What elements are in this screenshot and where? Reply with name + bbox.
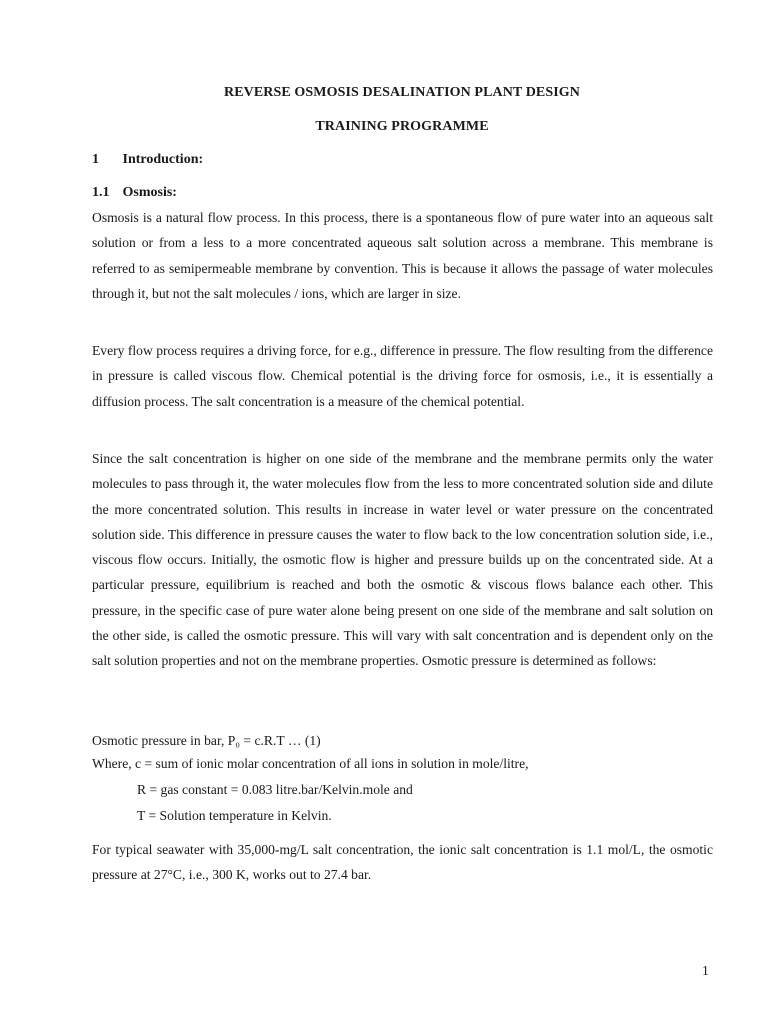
section-number: 1 [92,152,99,167]
paragraph-driving-force: Every flow process requires a driving force, for e.g., difference in pressure. The flow resulting from the difference in pressure is called viscous flow. Chemical potential is the driving force for osmosis, i.e., it is essentially a diffusion process. The salt concentration is a measure of the chemical potential. [92,343,713,409]
formula-r-definition: R = gas constant = 0.083 litre.bar/Kelvin.mole and [137,782,413,797]
section-heading [92,152,203,168]
paragraph-osmosis-definition: Osmosis is a natural flow process. In this process, there is a spontaneous flow of pure water into an aqueous salt solution or from a less to a more concentrated aqueous salt solution across a membrane. This membrane is referred to as semipermeable membrane by convention. This is because it allows the passage of water molecules through it, but not the salt molecules / ions, which are larger in size. [92,210,713,301]
subsection-number: 1.1 [92,185,110,200]
paragraph-osmotic-pressure: Since the salt concentration is higher on one side of the membrane and the membrane permits only the water molecules to pass through it, the water molecules flow from the less to more concentrated solution side and dilute the more concentrated solution. This results in increase in water level or water pressure on the concentrated solution side. This difference in pressure causes the water to flow back to the low concentration solution side, i.e., viscous flow occurs. Initially, the osmotic flow is higher and pressure builds up on the concentrated side. At a particular pressure, equilibrium is reached and both the osmotic & viscous flows balance each other. This pressure, in the specific case of pure water alone being present on one side of the membrane and salt solution on the other side, is called the osmotic pressure. This will vary with salt concentration and is dependent only on the salt solution properties and not on the membrane properties. Osmotic pressure is determined as follows: [92,451,713,669]
document-title: REVERSE OSMOSIS DESALINATION PLANT DESIGN [223,85,580,100]
section-title: Introduction: [122,152,204,167]
paragraph-seawater-example: For typical seawater with 35,000-mg/L salt concentration, the ionic salt concentration is 1.1 mol/L, the osmotic pressure at 27°C, i.e., 300 K, works out to 27.4 bar. [92,842,713,883]
formula-where-line: Where, c = sum of ionic molar concentration of all ions in solution in mole/litre, [92,756,529,771]
osmotic-pressure-formula: Osmotic pressure in bar, P₀ = c.R.T … (1) [92,733,321,748]
formula-t-definition: T = Solution temperature in Kelvin. [137,808,332,823]
document-subtitle: TRAINING PROGRAMME [315,119,489,134]
page-number: 1 [702,963,709,978]
subsection-title: Osmosis: [122,185,177,200]
subsection-heading [92,185,177,201]
